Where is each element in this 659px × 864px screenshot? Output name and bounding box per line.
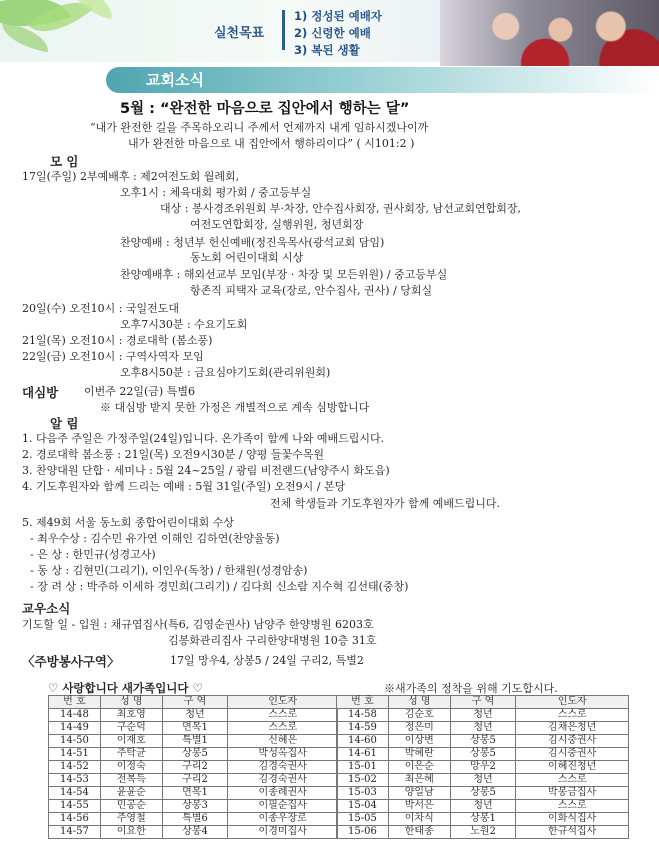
member-district: 상봉4	[162, 826, 228, 839]
member-name: 윤윤순	[100, 787, 162, 800]
member-district: 상봉1	[450, 813, 516, 826]
meeting-line: 오후8시50분 : 금요심야기도회(관리위원회)	[120, 366, 331, 379]
column-header: 번 호	[49, 696, 101, 709]
member-name: 전복득	[100, 774, 162, 787]
member-number: 14-57	[49, 826, 101, 839]
meeting-line: 20일(수) 오전10시 : 국일전도대	[22, 302, 180, 315]
meeting-line: 오후1시 : 체육대회 평가회 / 중고등부실	[120, 186, 312, 199]
member-guide: 한규석집사	[516, 826, 629, 839]
verse-line: 내가 완전한 마음으로 내 집안에서 행하리이다” ( 시101:2 )	[128, 137, 415, 150]
member-name: 이요한	[100, 826, 162, 839]
member-name: 주탁균	[100, 748, 162, 761]
column-header: 구 역	[162, 696, 228, 709]
member-name: 정은미	[388, 722, 450, 735]
member-guide: 김시중권사	[516, 735, 629, 748]
award-line: - 은 상 : 한민규(성경고사)	[30, 548, 156, 561]
member-guide: 이화식집사	[516, 813, 629, 826]
member-number: 14-60	[337, 735, 389, 748]
notices-title: 알 림	[50, 416, 79, 431]
member-guide: 이필순집사	[228, 800, 338, 813]
table-header-row	[337, 696, 629, 709]
column-header: 인도자	[228, 696, 338, 709]
member-district: 망우2	[450, 761, 516, 774]
table-row	[49, 800, 338, 813]
service-area-label: 〈주방봉사구역〉	[22, 654, 120, 669]
meeting-line: 21일(목) 오전10시 : 경로대학 (봄소풍)	[22, 334, 213, 347]
service-area-text: 17일 망우4, 상봉5 / 24일 구리2, 특별2	[170, 654, 364, 667]
member-number: 14-54	[49, 787, 101, 800]
member-guide: 스스로	[228, 722, 338, 735]
member-name: 김순호	[388, 709, 450, 722]
table-row	[337, 826, 629, 839]
member-district: 청년	[450, 800, 516, 813]
member-name: 민공순	[100, 800, 162, 813]
table-row	[49, 709, 338, 722]
member-name: 구순덕	[100, 722, 162, 735]
column-header: 성 명	[388, 696, 450, 709]
table-row	[49, 761, 338, 774]
member-number: 15-05	[337, 813, 389, 826]
member-district: 상봉5	[162, 748, 228, 761]
member-district: 구리2	[162, 761, 228, 774]
member-name: 이은순	[388, 761, 450, 774]
notice-line: 4. 기도후원자와 함께 드리는 예배 : 5월 31일(주일) 오전9시 / 본당	[22, 480, 346, 493]
staff-news-line: 김봉화관리집사 구리한양대병원 10층 31호	[168, 634, 377, 647]
table-row	[49, 787, 338, 800]
table-row	[49, 774, 338, 787]
member-guide: 신혜은	[228, 735, 338, 748]
goal-item: 1) 정성된 예배자	[294, 9, 382, 23]
goals-divider	[282, 10, 285, 50]
table-row	[337, 748, 629, 761]
member-district: 청년	[450, 774, 516, 787]
member-name: 박혜란	[388, 748, 450, 761]
member-number: 14-49	[49, 722, 101, 735]
table-row	[337, 774, 629, 787]
table-row	[49, 826, 338, 839]
member-district: 상봉5	[450, 735, 516, 748]
meeting-line: 동노회 어린이대회 시상	[190, 251, 304, 264]
member-district: 특별1	[162, 735, 228, 748]
member-district: 청년	[450, 722, 516, 735]
meeting-line: 항존직 피택자 교육(장로, 안수집사, 권사) / 당회실	[190, 284, 433, 297]
member-name: 이차식	[388, 813, 450, 826]
notice-line: 5. 제49회 서울 동노회 종합어린이대회 수상	[22, 516, 234, 529]
member-number: 14-53	[49, 774, 101, 787]
goal-item: 2) 신령한 예배	[294, 26, 371, 40]
meeting-line: 17일(주일) 2부예배후 : 제2여전도회 월례회,	[22, 170, 240, 183]
member-district: 면목1	[162, 787, 228, 800]
notice-line: 2. 경로대학 봄소풍 : 21일(목) 오전9시30분 / 양평 들꽃수목원	[22, 448, 324, 461]
member-number: 14-55	[49, 800, 101, 813]
member-guide: 스스로	[516, 800, 629, 813]
member-guide: 김경숙권사	[228, 774, 338, 787]
visit-line: 이번주 22일(금) 특별6	[84, 385, 195, 398]
table-row	[49, 722, 338, 735]
meetings-title: 모 임	[50, 154, 79, 169]
member-number: 15-02	[337, 774, 389, 787]
table-row	[337, 761, 629, 774]
notice-line: 전체 학생들과 기도후원자가 함께 예배드립니다.	[270, 497, 501, 510]
newcomers-note: ※새가족의 정착을 위해 기도합시다.	[384, 682, 558, 695]
member-number: 15-03	[337, 787, 389, 800]
visit-title: 대심방	[22, 385, 59, 400]
table-row	[49, 813, 338, 826]
table-row	[337, 722, 629, 735]
member-name: 주영철	[100, 813, 162, 826]
newcomers-table-left	[48, 695, 338, 839]
notice-line: 3. 찬양대원 단합 · 세미나 : 5월 24~25일 / 광림 비전랜드(남양주시 화도읍)	[22, 464, 390, 477]
member-guide: 이혜진청년	[516, 761, 629, 774]
member-name: 최은혜	[388, 774, 450, 787]
notice-line: 1. 다음주 주일은 가정주일(24일)입니다. 온가족이 함께 나와 예배드립시다.	[22, 432, 385, 445]
member-guide: 박봉금집사	[516, 787, 629, 800]
table-row	[337, 735, 629, 748]
column-header: 성 명	[100, 696, 162, 709]
member-number: 14-58	[337, 709, 389, 722]
award-line: - 최우수상 : 김수민 유가연 이해인 김하연(찬양율동)	[30, 532, 280, 545]
member-number: 14-56	[49, 813, 101, 826]
member-guide: 스스로	[516, 709, 629, 722]
member-number: 15-01	[337, 761, 389, 774]
meeting-line: 찬양예배 : 청년부 헌신예배(정진욱목사(광석교회 담임)	[120, 236, 385, 249]
member-guide: 김시중권사	[516, 748, 629, 761]
member-district: 청년	[450, 709, 516, 722]
banner-title: 교회소식	[146, 71, 204, 89]
member-guide: 김경숙권사	[228, 761, 338, 774]
table-row	[337, 709, 629, 722]
member-number: 14-48	[49, 709, 101, 722]
table-row	[49, 748, 338, 761]
member-guide: 박성옥집사	[228, 748, 338, 761]
member-name: 이상변	[388, 735, 450, 748]
table-row	[337, 800, 629, 813]
member-number: 14-52	[49, 761, 101, 774]
member-guide: 스스로	[228, 709, 338, 722]
header-photo	[440, 0, 659, 66]
meeting-line: 대상 : 봉사경조위원회 부·차장, 안수집사회장, 권사회장, 남선교회연합회장,	[160, 202, 521, 215]
member-name: 최호영	[100, 709, 162, 722]
member-district: 특별6	[162, 813, 228, 826]
member-district: 노원2	[450, 826, 516, 839]
newcomers-title: ♡ 사랑합니다 새가족입니다 ♡	[48, 681, 203, 695]
member-guide: 이종우장로	[228, 813, 338, 826]
meeting-line: 오후7시30분 : 수요기도회	[120, 318, 248, 331]
visit-note: ※ 대심방 받지 못한 가정은 개별적으로 계속 심방합니다	[100, 401, 370, 414]
member-guide: 이경미집사	[228, 826, 338, 839]
goal-item: 3) 복된 생활	[294, 43, 360, 57]
member-number: 14-50	[49, 735, 101, 748]
column-header: 인도자	[516, 696, 629, 709]
member-number: 14-61	[337, 748, 389, 761]
member-number: 15-06	[337, 826, 389, 839]
member-name: 이재호	[100, 735, 162, 748]
member-number: 15-04	[337, 800, 389, 813]
meeting-line: 여전도연합회장, 실행위원, 청년회장	[190, 218, 364, 231]
column-header: 번 호	[337, 696, 389, 709]
verse-line: “내가 완전한 길을 주목하오리니 주께서 언제까지 내게 임하시겠나이까	[90, 121, 429, 134]
table-row	[49, 735, 338, 748]
member-name: 이정숙	[100, 761, 162, 774]
staff-news-line: 기도할 일 - 입원 : 채규엽집사(특6, 김영순권사) 남양주 한양병원 6203호	[22, 618, 374, 631]
member-number: 14-51	[49, 748, 101, 761]
member-district: 청년	[162, 709, 228, 722]
member-number: 14-59	[337, 722, 389, 735]
member-guide: 이종례권사	[228, 787, 338, 800]
table-row	[337, 813, 629, 826]
staff-news-title: 교우소식	[22, 601, 71, 616]
member-district: 상봉5	[450, 787, 516, 800]
member-name: 박서은	[388, 800, 450, 813]
month-theme-title: 5월 : “완전한 마음으로 집안에서 행하는 달”	[120, 101, 410, 117]
meeting-line: 22일(금) 오전10시 : 구역사역자 모임	[22, 350, 204, 363]
table-header-row	[49, 696, 338, 709]
member-district: 면목1	[162, 722, 228, 735]
member-name: 양일남	[388, 787, 450, 800]
award-line: - 동 상 : 김현민(그리기), 이인우(독창) / 한채원(성경암송)	[30, 564, 308, 577]
newcomers-table-right	[336, 695, 629, 839]
member-guide: 김채은청년	[516, 722, 629, 735]
member-district: 상봉3	[162, 800, 228, 813]
meeting-line: 찬양예배후 : 해외선교부 모임(부장 · 차장 및 모든위원) / 중고등부실	[120, 268, 448, 281]
member-guide: 스스로	[516, 774, 629, 787]
award-line: - 장 려 상 : 박주하 이세하 경민희(그리기) / 김다희 신소람 지수혁 김선태(중창)	[30, 580, 409, 593]
column-header: 구 역	[450, 696, 516, 709]
member-name: 한태종	[388, 826, 450, 839]
member-district: 구리2	[162, 774, 228, 787]
goals-title: 실천목표	[214, 26, 265, 41]
member-district: 상봉5	[450, 748, 516, 761]
table-row	[337, 787, 629, 800]
